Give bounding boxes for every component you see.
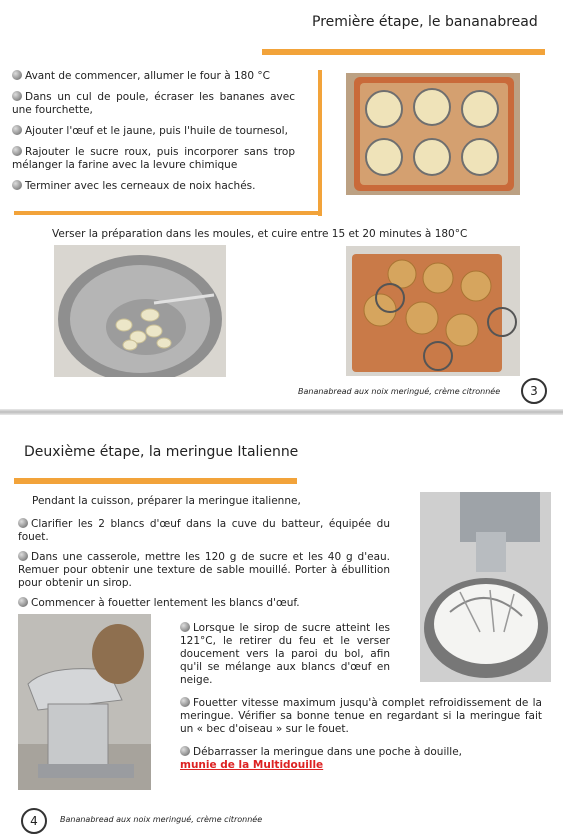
page4-intro: Pendant la cuisson, préparer la meringue italienne, bbox=[32, 495, 301, 507]
photo-stand-mixer bbox=[18, 614, 151, 790]
bake-note: Verser la préparation dans les moules, et cuire entre 15 et 20 minutes à 180°C bbox=[52, 228, 468, 240]
step-item: Clarifier les 2 blancs d'œuf dans la cuve du batteur, équipée du fouet. bbox=[18, 518, 390, 543]
banana-bowl-image bbox=[54, 245, 226, 377]
steps-box-right-border bbox=[318, 70, 322, 216]
step-item: Lorsque le sirop de sucre atteint les 121°C, le retirer du feu et le verser doucement vers la paroi du bol, afin qu'il se mélange aux blancs d'œuf en neige. bbox=[180, 622, 390, 686]
bullet-icon bbox=[180, 697, 190, 707]
photo-molds-batter bbox=[346, 73, 520, 195]
page4-step-list-top bbox=[18, 518, 390, 610]
page4-title: Deuxième étape, la meringue Italienne bbox=[24, 444, 299, 460]
steps-box-bottom-border bbox=[14, 211, 322, 215]
step-item: Débarrasser la meringue dans une poche à douille, munie de la Multidouille bbox=[180, 746, 463, 771]
page3-step-list bbox=[12, 70, 295, 193]
page3-footer-caption: Bananabread aux noix meringué, crème citronnée bbox=[298, 387, 501, 396]
step-item: Avant de commencer, allumer le four à 180 °C bbox=[12, 70, 295, 83]
bullet-icon bbox=[12, 70, 22, 80]
page4-footer-caption: Bananabread aux noix meringué, crème citronnée bbox=[60, 815, 263, 824]
page3-number-badge: 3 bbox=[521, 378, 547, 404]
bullet-icon bbox=[12, 180, 22, 190]
page4-step-list-bottom bbox=[180, 622, 542, 772]
bullet-icon bbox=[180, 746, 190, 756]
stand-mixer-image bbox=[18, 614, 151, 790]
step-item: Commencer à fouetter lentement les blancs d'œuf. bbox=[18, 597, 390, 610]
bullet-icon bbox=[12, 125, 22, 135]
step-item: Dans un cul de poule, écraser les bananes avec une fourchette, bbox=[12, 91, 295, 116]
photo-banana-bowl bbox=[54, 245, 226, 377]
step-item: Ajouter l'œuf et le jaune, puis l'huile de tournesol, bbox=[12, 125, 295, 138]
step-item: Dans une casserole, mettre les 120 g de sucre et les 40 g d'eau. Remuer pour obtenir une texture de sable mouillé. Porter à ébullition pour obtenir un sirop. bbox=[18, 551, 390, 589]
page4-number-badge: 4 bbox=[21, 808, 47, 834]
page-divider bbox=[0, 409, 563, 415]
bullet-icon bbox=[180, 622, 190, 632]
bullet-icon bbox=[18, 551, 28, 561]
page3-title: Première étape, le bananabread bbox=[312, 14, 538, 30]
bullet-icon bbox=[18, 518, 28, 528]
page4-title-underline bbox=[14, 478, 297, 484]
molds-batter-image bbox=[346, 73, 520, 195]
photo-baked-cakes bbox=[346, 246, 520, 376]
step-item: Fouetter vitesse maximum jusqu'à complet refroidissement de la meringue. Vérifier sa bonne tenue en regardant si la meringue fait un « bec d'oiseau » sur le fouet. bbox=[180, 697, 542, 735]
multidouille-link[interactable]: munie de la Multidouille bbox=[180, 759, 324, 771]
bullet-icon bbox=[12, 91, 22, 101]
bullet-icon bbox=[12, 146, 22, 156]
bullet-icon bbox=[18, 597, 28, 607]
baked-cakes-image bbox=[346, 246, 520, 376]
title-underline bbox=[262, 49, 545, 55]
step-item: Terminer avec les cerneaux de noix hachés. bbox=[12, 180, 295, 193]
step-item: Rajouter le sucre roux, puis incorporer sans trop mélanger la farine avec la levure chimique bbox=[12, 146, 295, 171]
